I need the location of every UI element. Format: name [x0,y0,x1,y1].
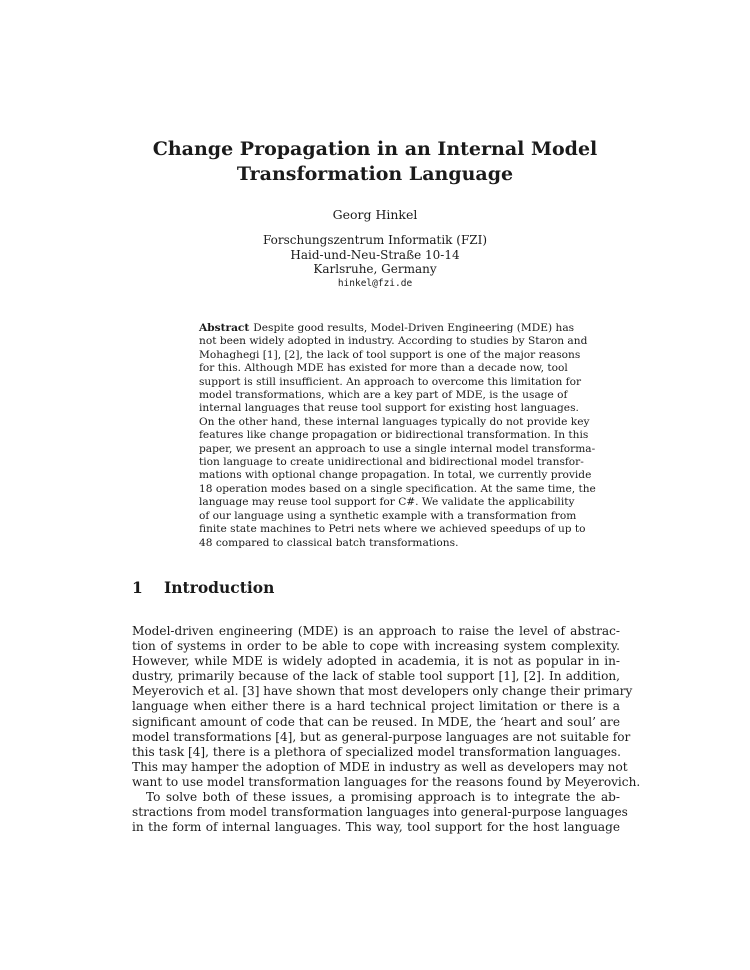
abstract-line: paper, we present an approach to use a single internal model transforma- [199,442,596,455]
abstract-line: mations with optional change propagation. In total, we currently provide [199,469,592,482]
paragraph-line: tion of systems in order to be able to cope with increasing system complexity. [132,639,620,654]
abstract-line: support is still insufficient. An approach to overcome this limitation for [199,375,582,388]
section-number: 1 [132,578,143,597]
paragraph-line: this task [4], there is a plethora of specialized model transformation languages. [132,744,621,759]
abstract-line: not been widely adopted in industry. According to studies by Staron and [199,335,588,348]
abstract-line: 48 compared to classical batch transformations. [199,536,459,549]
paragraph-line: want to use model transformation languages for the reasons found by Meyerovich. [132,774,641,789]
abstract-line [199,322,575,335]
affiliation [0,233,750,291]
affiliation-line: Haid-und-Neu-Straße 10-14 [290,247,460,262]
section-title: Introduction [164,578,275,597]
paragraph-line: However, while MDE is widely adopted in academia, it is not as popular in in- [132,654,620,669]
abstract-line: of our language using a synthetic example with a transformation from [199,509,577,522]
abstract-line: model transformations, which are a key part of MDE, is the usage of [199,389,568,402]
section-heading [132,578,274,597]
paragraph-line: To solve both of these issues, a promising approach is to integrate the ab- [146,790,620,805]
abstract-label: Abstract [199,322,250,334]
abstract-line: features like change propagation or bidirectional transformation. In this [199,429,589,442]
paragraph-line: significant amount of code that can be reused. In MDE, the ‘heart and soul’ are [132,714,620,729]
paragraph-line: dustry, primarily because of the lack of stable tool support [1], [2]. In addition, [132,669,620,684]
paper-title [0,137,750,187]
abstract-line: language may reuse tool support for C#. We validate the applicability [199,496,575,509]
abstract [199,322,596,550]
abstract-line: On the other hand, these internal languages typically do not provide key [199,415,590,428]
author-name: Georg Hinkel [332,207,418,222]
abstract-line: internal languages that reuse tool support for existing host languages. [199,402,579,415]
abstract-text: Despite good results, Model-Driven Engineering (MDE) has [253,322,575,334]
paragraph-line: language when either there is a hard technical project limitation or there is a [132,699,620,714]
paragraph-line: stractions from model transformation languages into general-purpose languages [132,805,628,820]
abstract-line: 18 operation modes based on a single specification. At the same time, the [199,482,596,495]
paragraph-line: Meyerovich et al. [3] have shown that most developers only change their primary [132,684,633,699]
paragraph-line: Model-driven engineering (MDE) is an approach to raise the level of abstrac- [132,624,620,638]
affiliation-line: Karlsruhe, Germany [313,262,437,276]
paragraph-line: in the form of internal languages. This way, tool support for the host language [132,820,620,835]
affiliation-line: Forschungszentrum Informatik (FZI) [262,233,488,247]
abstract-line: for this. Although MDE has existed for more than a decade now, tool [199,362,568,375]
paragraph-line: This may hamper the adoption of MDE in industry as well as developers may not [132,759,628,774]
paragraph-line: model transformations [4], but as general-purpose languages are not suitable for [132,729,631,744]
abstract-line: Mohaghegi [1], [2], the lack of tool support is one of the major reasons [199,348,581,361]
abstract-line: finite state machines to Petri nets where we achieved speedups of up to [199,523,586,536]
introduction-body [132,624,641,835]
title-line: Transformation Language [236,163,514,185]
abstract-line: tion language to create unidirectional and bidirectional model transfor- [199,456,584,469]
title-line: Change Propagation in an Internal Model [152,138,598,160]
author-email: hinkel@fzi.de [337,277,413,289]
